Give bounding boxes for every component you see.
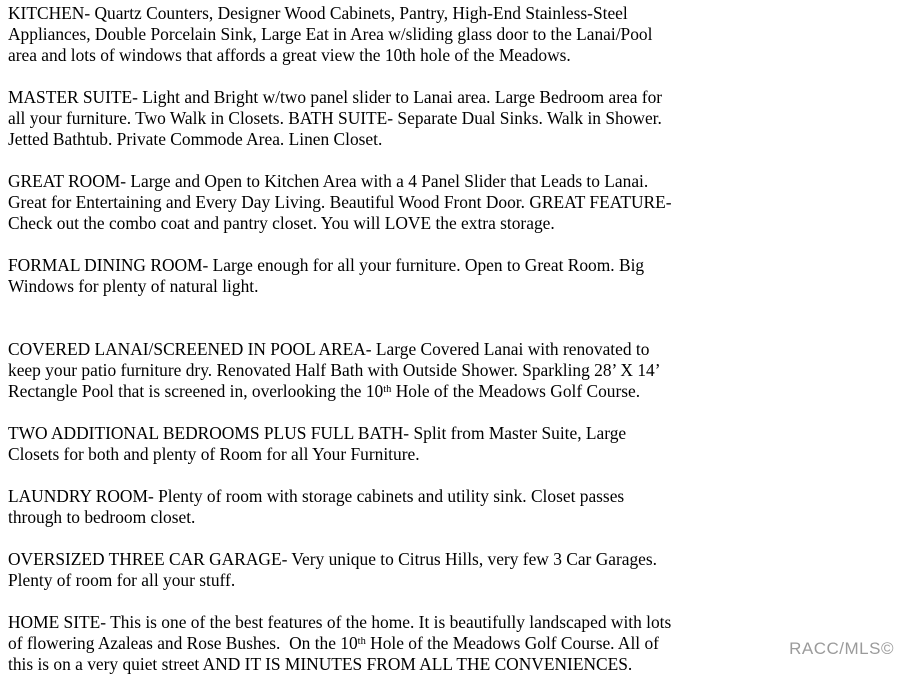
- text-line: Great for Entertaining and Every Day Living. Beautiful Wood Front Door. GREAT FEATURE-: [8, 192, 672, 212]
- superscript-ordinal: th: [383, 384, 392, 396]
- watermark-racc-mls: RACC/MLS©: [789, 639, 894, 658]
- text-line: Rectangle Pool that is screened in, overlooking the 10th Hole of the Meadows Golf Course.: [8, 381, 641, 401]
- text-line: Plenty of room for all your stuff.: [8, 570, 236, 590]
- text-line: TWO ADDITIONAL BEDROOMS PLUS FULL BATH- Split from Master Suite, Large: [8, 423, 627, 443]
- paragraph-master-suite: [8, 87, 888, 150]
- text-line: Closets for both and plenty of Room for all Your Furniture.: [8, 444, 420, 464]
- text-line: KITCHEN- Quartz Counters, Designer Wood Cabinets, Pantry, High-End Stainless-Steel: [8, 3, 628, 23]
- text-line: OVERSIZED THREE CAR GARAGE- Very unique to Citrus Hills, very few 3 Car Garages.: [8, 549, 658, 569]
- paragraph-kitchen: [8, 3, 888, 66]
- paragraph-great-room: [8, 171, 888, 234]
- text-line: all your furniture. Two Walk in Closets. BATH SUITE- Separate Dual Sinks. Walk in Shower.: [8, 108, 662, 128]
- text-line: this is on a very quiet street AND IT IS MINUTES FROM ALL THE CONVENIENCES.: [8, 654, 633, 674]
- text-line: through to bedroom closet.: [8, 507, 196, 527]
- text-line: Jetted Bathtub. Private Commode Area. Linen Closet.: [8, 129, 383, 149]
- paragraph-laundry-room: [8, 486, 888, 528]
- paragraph-additional-bedrooms: [8, 423, 888, 465]
- text-line: GREAT ROOM- Large and Open to Kitchen Area with a 4 Panel Slider that Leads to Lanai.: [8, 171, 649, 191]
- superscript-ordinal: th: [357, 636, 366, 648]
- text-line: Check out the combo coat and pantry closet. You will LOVE the extra storage.: [8, 213, 555, 233]
- paragraph-home-site: [8, 612, 888, 675]
- text-line: Windows for plenty of natural light.: [8, 276, 259, 296]
- text-line: LAUNDRY ROOM- Plenty of room with storage cabinets and utility sink. Closet passes: [8, 486, 625, 506]
- text-line: of flowering Azaleas and Rose Bushes. On the 10th Hole of the Meadows Golf Course. All of: [8, 633, 659, 653]
- paragraph-covered-lanai-pool-area: [8, 339, 888, 402]
- text-line: area and lots of windows that affords a great view the 10th hole of the Meadows.: [8, 45, 571, 65]
- text-line: Appliances, Double Porcelain Sink, Large Eat in Area w/sliding glass door to the Lanai/Pool: [8, 24, 653, 44]
- text-line: HOME SITE- This is one of the best features of the home. It is beautifully landscaped with lots: [8, 612, 672, 632]
- text-line: COVERED LANAI/SCREENED IN POOL AREA- Large Covered Lanai with renovated to: [8, 339, 650, 359]
- paragraph-formal-dining-room: [8, 255, 888, 297]
- text-line: keep your patio furniture dry. Renovated Half Bath with Outside Shower. Sparkling 28’ X 14’: [8, 360, 661, 380]
- text-line: MASTER SUITE- Light and Bright w/two panel slider to Lanai area. Large Bedroom area for: [8, 87, 663, 107]
- text-line: FORMAL DINING ROOM- Large enough for all your furniture. Open to Great Room. Big: [8, 255, 645, 275]
- document-text: [8, 3, 888, 675]
- paragraph-garage: [8, 549, 888, 591]
